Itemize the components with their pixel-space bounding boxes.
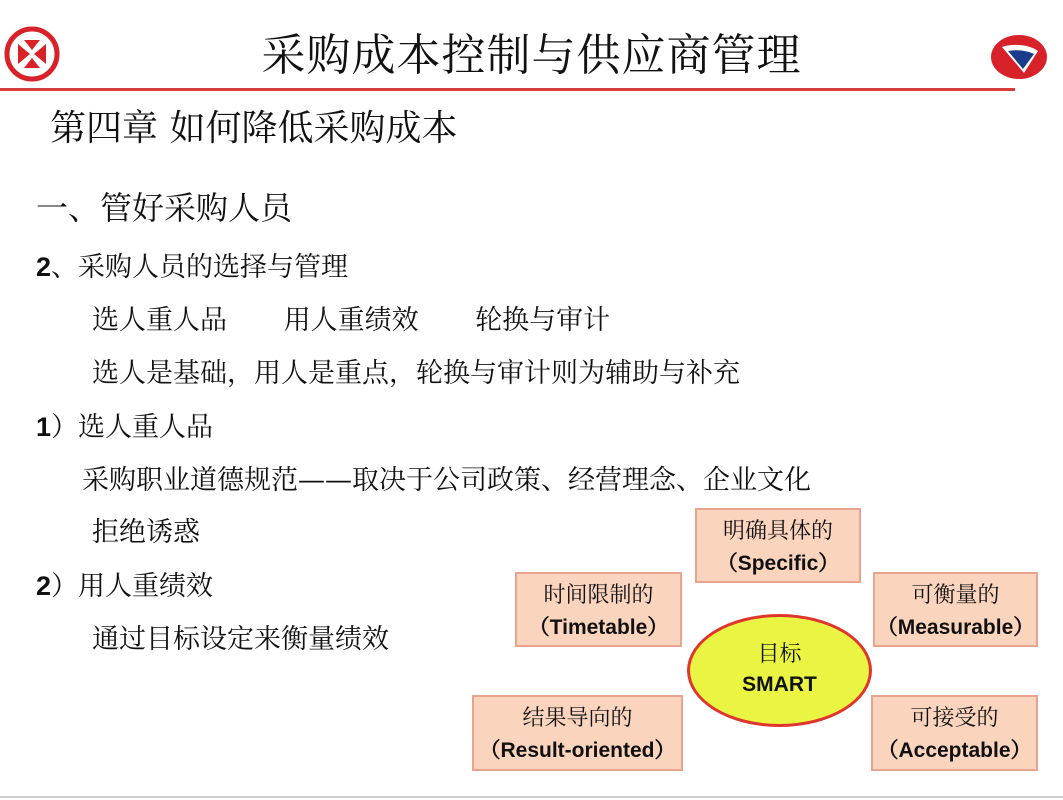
smart-result-sub: （Result-oriented） xyxy=(479,739,676,762)
subsection-2-text: 、采购人员的选择与管理 xyxy=(51,252,349,283)
point-2 xyxy=(36,567,213,606)
smart-acceptable-box xyxy=(871,695,1038,771)
point-1-detail: 采购职业道德规范——取决于公司政策、经营理念、企业文化 xyxy=(82,465,811,496)
principle-note: 选人是基础，用人是重点，轮换与审计则为辅助与补充 xyxy=(92,358,740,389)
smart-timetable-label: 时间限制的 xyxy=(543,583,654,608)
subsection-2-number: 2 xyxy=(36,252,52,282)
title-underline xyxy=(0,88,1015,91)
smart-timetable-box xyxy=(515,572,682,647)
smart-specific-label: 明确具体的 xyxy=(722,519,833,544)
smart-measurable-sub: （Measurable） xyxy=(876,616,1035,639)
smart-measurable-box xyxy=(873,572,1038,647)
slide-title: 采购成本控制与供应商管理 xyxy=(261,30,802,81)
smart-center-label: 目标 xyxy=(757,642,802,667)
point-2-number: 2 xyxy=(36,571,52,601)
smart-acceptable-label: 可接受的 xyxy=(910,706,999,731)
point-1-text: ）选人重人品 xyxy=(51,412,214,443)
subsection-2 xyxy=(36,248,348,287)
principle-1: 选人重人品 xyxy=(92,305,227,336)
smart-measurable-label: 可衡量的 xyxy=(911,583,1000,608)
slide-bottom-border xyxy=(0,796,1063,798)
point-1-detail-2: 拒绝诱惑 xyxy=(92,517,200,548)
point-2-text: ）用人重绩效 xyxy=(51,571,214,602)
point-1 xyxy=(36,408,213,447)
chapter-heading: 第四章 如何降低采购成本 xyxy=(50,108,458,149)
smart-result-box xyxy=(472,695,683,771)
principle-3: 轮换与审计 xyxy=(475,305,611,336)
smart-specific-sub: （Specific） xyxy=(716,552,840,575)
principle-2: 用人重绩效 xyxy=(283,305,419,336)
smart-result-label: 结果导向的 xyxy=(522,706,633,731)
smart-center-ellipse xyxy=(687,614,872,727)
point-1-number: 1 xyxy=(36,412,52,442)
point-2-detail: 通过目标设定来衡量绩效 xyxy=(92,624,389,655)
smart-acceptable-sub: （Acceptable） xyxy=(877,739,1032,762)
smart-specific-box xyxy=(695,508,861,583)
section-heading: 一、管好采购人员 xyxy=(36,189,293,227)
principles-line xyxy=(92,302,610,340)
smart-center-sub: SMART xyxy=(742,673,817,696)
smart-timetable-sub: （Timetable） xyxy=(528,616,669,639)
